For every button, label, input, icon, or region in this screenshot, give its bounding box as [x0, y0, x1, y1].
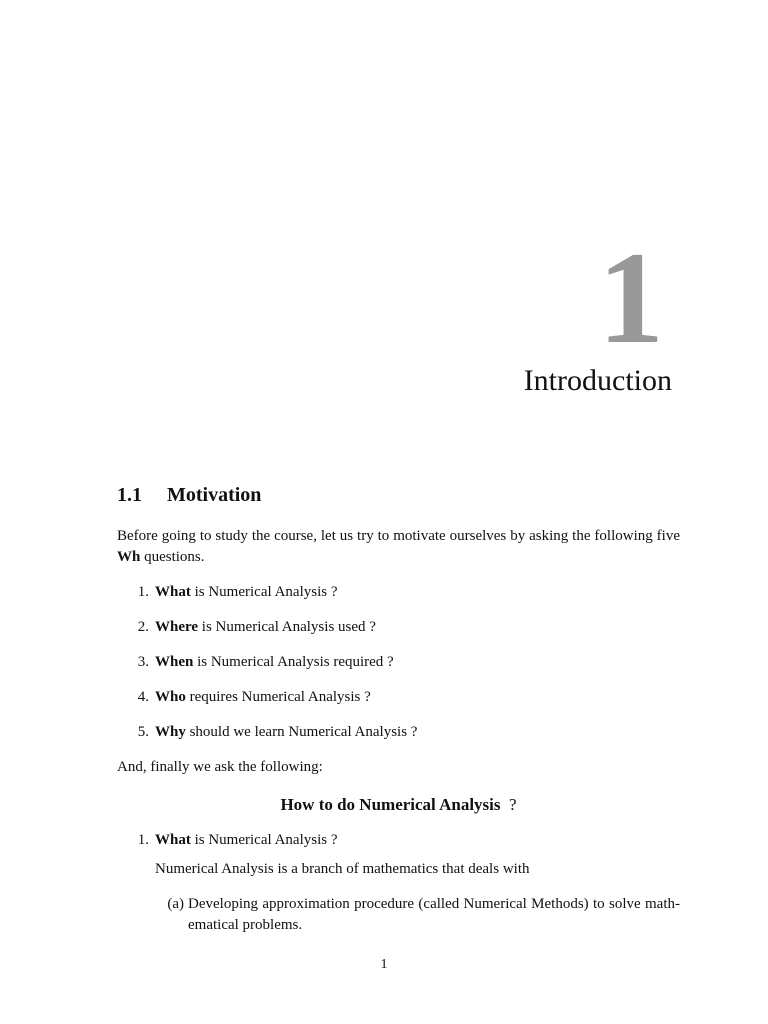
chapter-number: 1 [598, 224, 664, 371]
question-bold: Who [155, 689, 186, 705]
question-rest: is Numerical Analysis ? [190, 584, 338, 600]
question-text [155, 617, 376, 638]
questions-list [117, 582, 680, 743]
list-item [117, 687, 680, 708]
list-item [117, 830, 680, 936]
centered-question-bold: How to do Numerical Analysis [280, 795, 501, 814]
answer-body [155, 830, 680, 936]
list-number [117, 617, 155, 638]
list-number-text: 2. [137, 619, 149, 635]
list-number [117, 582, 155, 603]
question-rest: is Numerical Analysis required ? [193, 654, 394, 670]
intro-bold-wh: Wh [117, 549, 141, 565]
sub-item-text: Developing approximation procedure (called Numerical Methods) to solve math-ematical problems. [188, 896, 680, 933]
intro-text: Before going to study the course, let us try to motivate ourselves by asking the following five [117, 528, 680, 544]
page-content [117, 480, 680, 936]
question-bold: What [155, 584, 191, 600]
answer-text: Numerical Analysis is a branch of mathematics that deals with [155, 861, 530, 877]
question-text [155, 687, 371, 708]
sub-item-label [155, 894, 188, 936]
list-item [117, 617, 680, 638]
question-rest: should we learn Numerical Analysis ? [185, 724, 418, 740]
intro-text-end: questions. [140, 549, 205, 565]
list-number [117, 652, 155, 673]
list-number-text: 3. [137, 654, 149, 670]
list-item [155, 894, 680, 936]
question-text [155, 652, 394, 673]
question-text [155, 582, 337, 603]
question-bold: When [155, 654, 194, 670]
answer-bold: What [155, 832, 191, 848]
sub-item-label-text: (a) [167, 896, 184, 912]
question-rest: is Numerical Analysis used ? [198, 619, 376, 635]
chapter-title: Introduction [523, 364, 672, 397]
intro-paragraph [117, 526, 680, 568]
question-text [155, 722, 417, 743]
answer-rest: is Numerical Analysis ? [190, 832, 338, 848]
list-number [117, 687, 155, 708]
list-item [117, 722, 680, 743]
answer-question [155, 830, 680, 851]
sub-list [155, 894, 680, 936]
section-number: 1.1 [117, 484, 142, 506]
section-title: Motivation [167, 484, 262, 506]
answer-list [117, 830, 680, 936]
list-number [117, 830, 155, 936]
list-number-text: 5. [137, 724, 149, 740]
list-item [117, 652, 680, 673]
question-rest: requires Numerical Analysis ? [185, 689, 371, 705]
question-bold: Why [155, 724, 186, 740]
centered-question-mark: ? [509, 795, 517, 814]
question-bold: Where [155, 619, 199, 635]
page-number: 1 [380, 957, 388, 972]
closing-text: And, finally we ask the following: [117, 759, 323, 775]
list-item [117, 582, 680, 603]
list-number [117, 722, 155, 743]
list-number-text: 1. [137, 584, 149, 600]
list-number-text: 1. [137, 832, 149, 848]
section-heading [117, 480, 680, 510]
centered-question [117, 794, 680, 815]
list-number-text: 4. [137, 689, 149, 705]
